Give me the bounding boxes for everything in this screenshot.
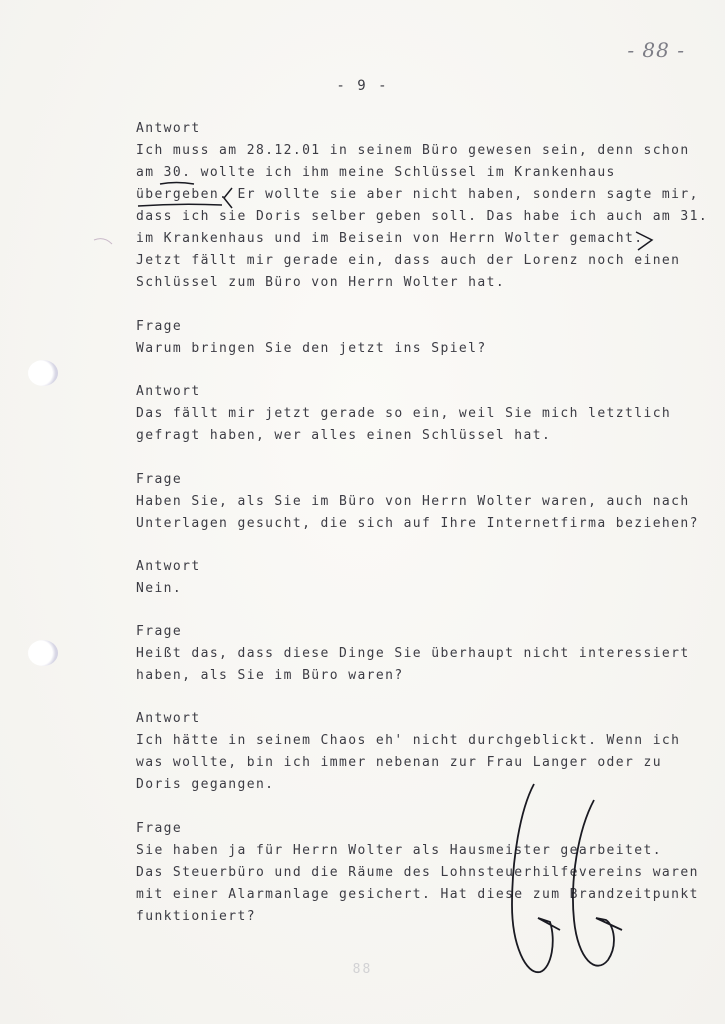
question-label: Frage <box>136 319 183 334</box>
signature-initial-g <box>573 800 622 966</box>
page-number: - 9 - <box>336 78 389 94</box>
text-line: haben, als Sie im Büro waren? <box>136 668 404 683</box>
text-line: Jetzt fällt mir gerade ein, dass auch der Lorenz noch einen <box>136 253 681 268</box>
text-line: Das fällt mir jetzt gerade so ein, weil Sie mich letztlich <box>136 406 672 421</box>
folio-stamp: - 88 - <box>627 38 685 62</box>
text-line: gefragt haben, wer alles einen Schlüssel hat. <box>136 428 552 443</box>
margin-pencil-mark <box>94 239 112 244</box>
text-line: dass ich sie Doris selber geben soll. Das habe ich auch am 31. <box>136 209 709 224</box>
text-line: mit einer Alarmanlage gesichert. Hat diese zum Brandzeitpunkt <box>136 887 699 902</box>
answer-label: Antwort <box>136 384 201 399</box>
answer-label: Antwort <box>136 559 201 574</box>
text-line: übergeben. Er wollte sie aber nicht haben, sondern sagte mir, <box>136 187 699 202</box>
text-line: was wollte, bin ich immer nebenan zur Frau Langer oder zu <box>136 755 662 770</box>
signature-initial-g <box>512 784 560 972</box>
question-label: Frage <box>136 624 183 639</box>
text-line: Heißt das, dass diese Dinge Sie überhaupt nicht interessiert <box>136 646 690 661</box>
text-line: Ich hätte in seinem Chaos eh' nicht durchgeblickt. Wenn ich <box>136 733 681 748</box>
underline-mark <box>138 204 222 206</box>
answer-label: Antwort <box>136 121 201 136</box>
text-line: Das Steuerbüro und die Räume des Lohnsteuerhilfevereins waren <box>136 865 699 880</box>
insertion-mark <box>224 188 232 208</box>
text-line: Doris gegangen. <box>136 777 275 792</box>
text-line: funktioniert? <box>136 909 256 924</box>
text-line: Ich muss am 28.12.01 in seinem Büro gewesen sein, denn schon <box>136 143 690 158</box>
text-line: Nein. <box>136 581 183 596</box>
text-line: Warum bringen Sie den jetzt ins Spiel? <box>136 341 487 356</box>
question-label: Frage <box>136 821 183 836</box>
closing-bracket-mark <box>636 232 652 250</box>
text-line: im Krankenhaus und im Beisein von Herrn Wolter gemacht. <box>136 231 644 246</box>
underline-mark <box>160 183 194 185</box>
question-label: Frage <box>136 472 183 487</box>
text-line: Sie haben ja für Herrn Wolter als Hausmeister gearbeitet. <box>136 843 662 858</box>
text-line: Schlüssel zum Büro von Herrn Wolter hat. <box>136 275 506 290</box>
answer-label: Antwort <box>136 711 201 726</box>
footer-page-mark: 88 <box>352 962 373 977</box>
text-line: Unterlagen gesucht, die sich auf Ihre Internetfirma beziehen? <box>136 516 699 531</box>
text-line: Haben Sie, als Sie im Büro von Herrn Wolter waren, auch nach <box>136 494 690 509</box>
text-line: am 30. wollte ich ihm meine Schlüssel im Krankenhaus <box>136 165 616 180</box>
